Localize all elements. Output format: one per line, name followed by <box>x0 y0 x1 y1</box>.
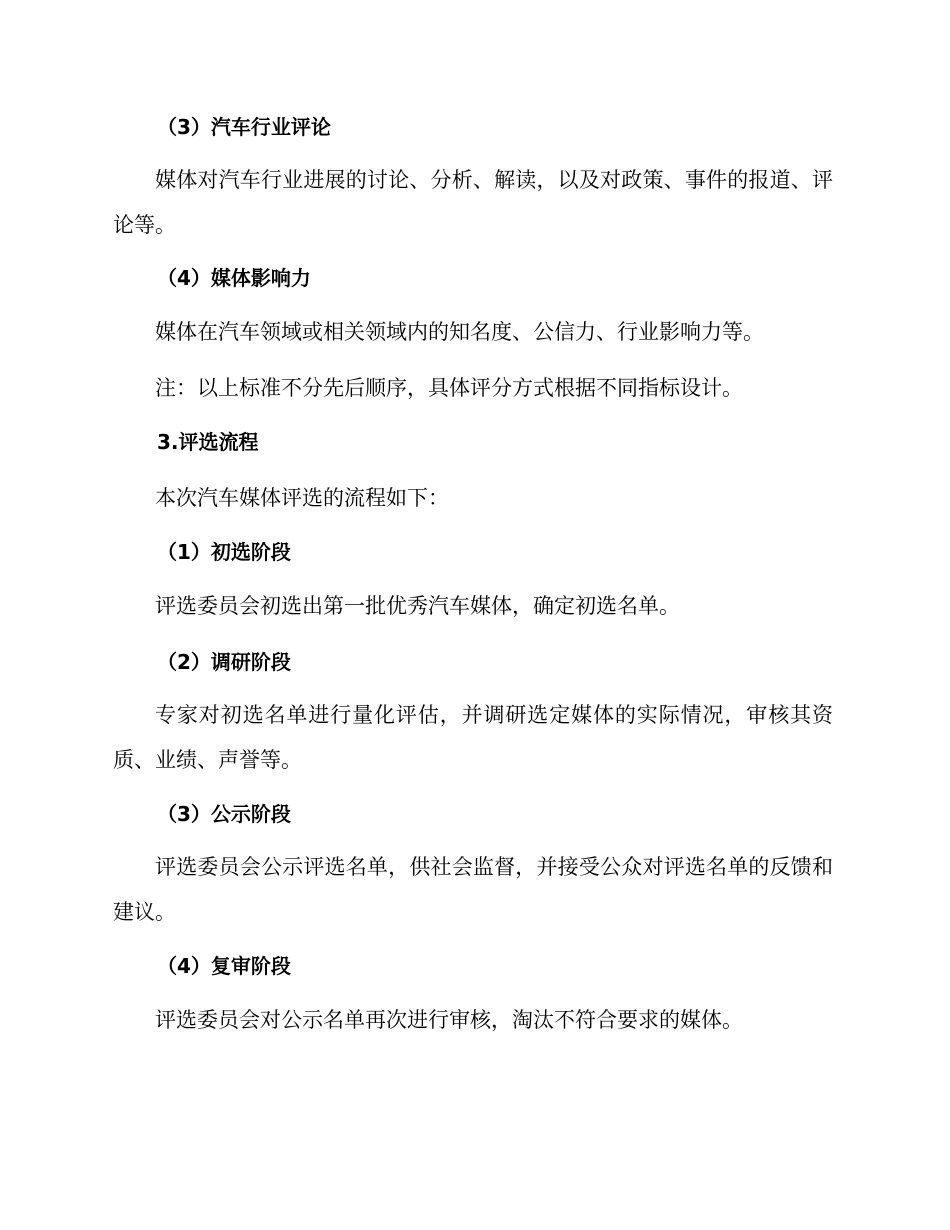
section-heading: （1）初选阶段 <box>157 540 291 564</box>
section-heading: （4）复审阶段 <box>157 954 291 978</box>
section-heading: （4）媒体影响力 <box>157 266 311 290</box>
section-heading: （3）汽车行业评论 <box>157 115 331 139</box>
paragraph: 评选委员会公示评选名单，供社会监督，并接受公众对评选名单的反馈和建议。 <box>113 855 833 924</box>
paragraph: 评选委员会初选出第一批优秀汽车媒体，确定初选名单。 <box>155 594 680 618</box>
paragraph: 媒体在汽车领域或相关领域内的知名度、公信力、行业影响力等。 <box>155 320 764 344</box>
paragraph: 本次汽车媒体评选的流程如下： <box>155 486 449 510</box>
paragraph: 媒体对汽车行业进展的讨论、分析、解读，以及对政策、事件的报道、评论等。 <box>113 168 833 237</box>
paragraph: 评选委员会对公示名单再次进行审核，淘汰不符合要求的媒体。 <box>155 1008 743 1032</box>
paragraph: 专家对初选名单进行量化评估，并调研选定媒体的实际情况，审核其资质、业绩、声誉等。 <box>113 703 833 772</box>
section-heading: （2）调研阶段 <box>157 650 291 674</box>
section-heading: 3.评选流程 <box>157 430 259 454</box>
note-paragraph: 注：以上标准不分先后顺序，具体评分方式根据不同指标设计。 <box>155 376 743 400</box>
section-heading: （3）公示阶段 <box>157 802 291 826</box>
